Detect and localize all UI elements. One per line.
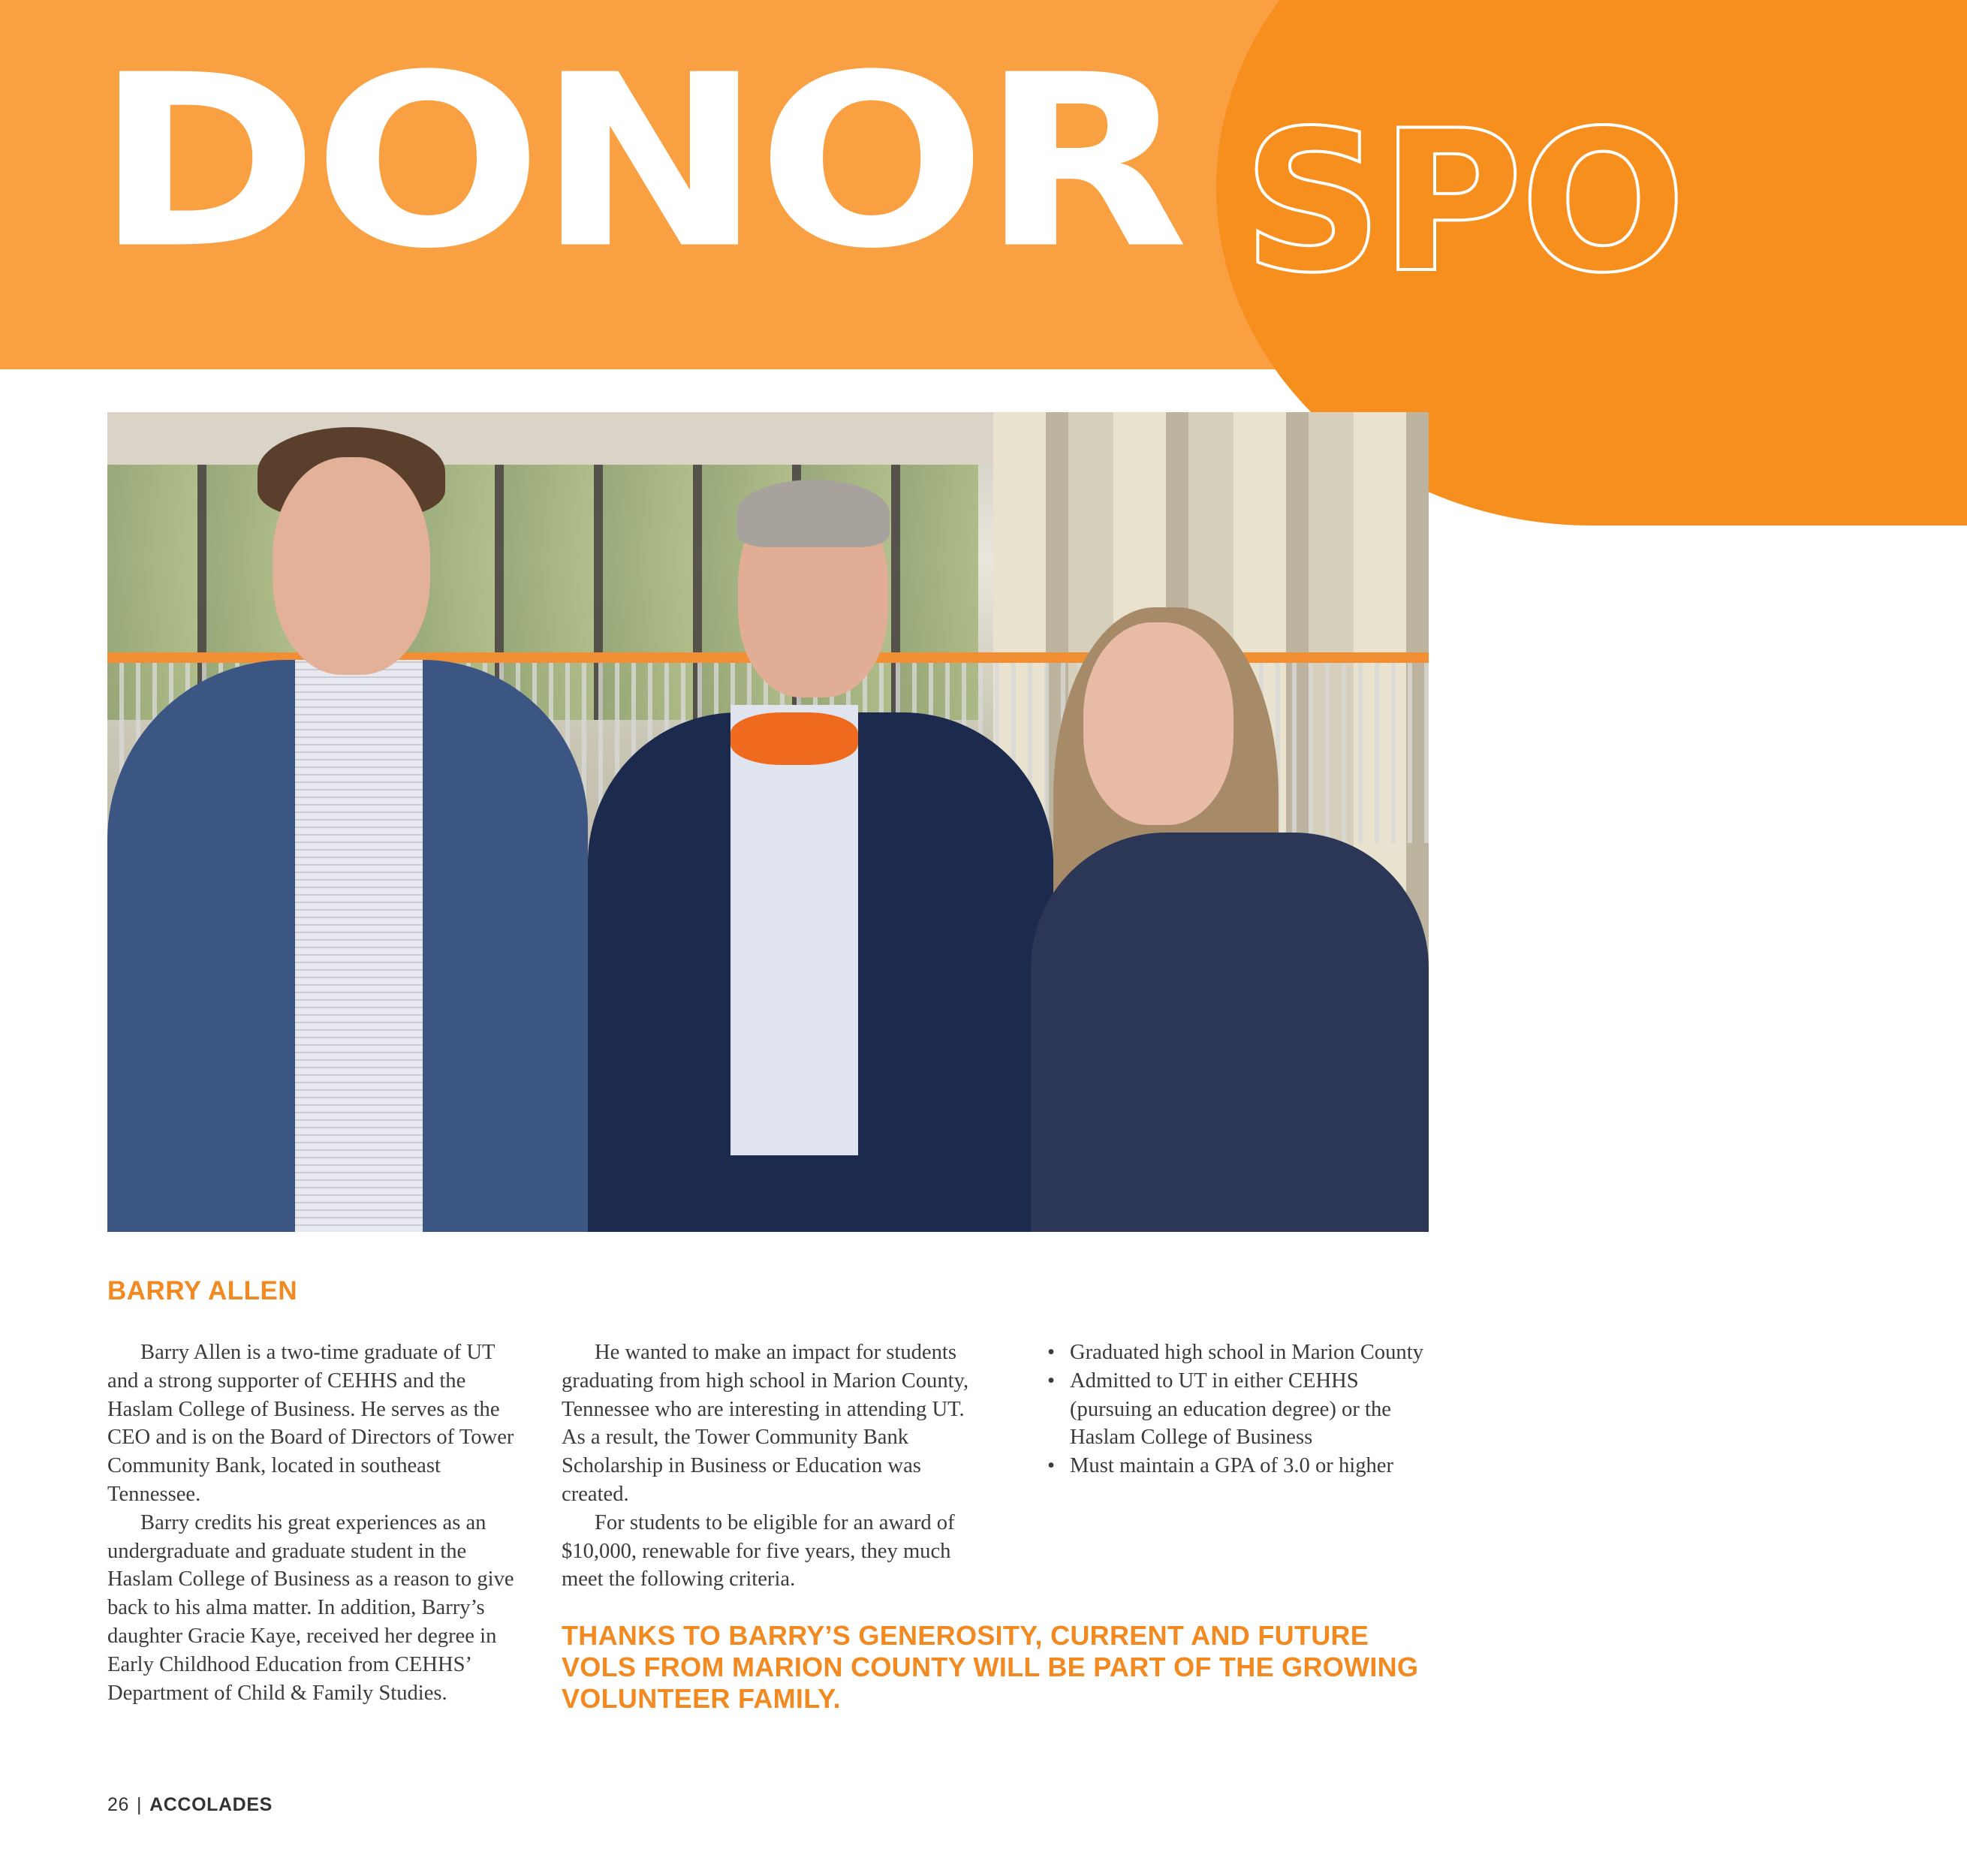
header-banner bbox=[0, 0, 1683, 369]
article-column-1 bbox=[107, 1338, 528, 1707]
footer-separator: | bbox=[137, 1794, 143, 1815]
criteria-list bbox=[1047, 1338, 1438, 1480]
paragraph: For students to be eligible for an award of $10,000, renewable for five years, they much meet the following criteria. bbox=[562, 1510, 955, 1591]
list-item: • Must maintain a GPA of 3.0 or higher bbox=[1047, 1452, 1438, 1480]
person-center-bowtie bbox=[730, 712, 858, 765]
page-number: 26 bbox=[107, 1794, 130, 1815]
paragraph: Barry credits his great experiences as an undergraduate and graduate student in the Haslam College of Business as a reason to give back to his alma matter. In addition, Barry’s daughter Gracie Kaye, received her degree in Early Childhood Education from CEHHS’ Department of Child & Family Studies. bbox=[107, 1510, 514, 1705]
list-item: • Admitted to UT in either CEHHS (pursuing an education degree) or the Haslam College of Business bbox=[1047, 1367, 1438, 1452]
pull-quote: THANKS TO BARRY’S GENEROSITY, CURRENT AND FUTURE VOLS FROM MARION COUNTY WILL BE PART OF THE GROWING VOLUNTEER FAMILY. bbox=[562, 1620, 1419, 1714]
article-column-2 bbox=[562, 1338, 982, 1594]
page-footer bbox=[107, 1794, 273, 1816]
page-title: DONOR bbox=[95, 23, 1183, 301]
person-right-head bbox=[1083, 622, 1234, 825]
person-right-body bbox=[1031, 833, 1429, 1232]
publication-name: ACCOLADES bbox=[149, 1794, 273, 1815]
page-title-outline: SPO bbox=[1243, 89, 1683, 316]
person-center-shirt bbox=[730, 705, 858, 1155]
person-left-head bbox=[273, 457, 430, 675]
paragraph: He wanted to make an impact for students graduating from high school in Marion County, Tennessee who are interesting in attending UT. As a result, the Tower Community Bank Scholarship in Business or Education was created. bbox=[562, 1341, 969, 1506]
person-center-hair bbox=[736, 480, 890, 547]
article-heading: BARRY ALLEN bbox=[107, 1276, 298, 1305]
list-item: • Graduated high school in Marion County bbox=[1047, 1338, 1438, 1367]
person-left-shirt bbox=[295, 660, 423, 1232]
donor-photo bbox=[107, 412, 1429, 1232]
paragraph: Barry Allen is a two-time graduate of UT and a strong supporter of CEHHS and the Haslam College of Business. He serves as the CEO and is on the Board of Directors of Tower Community Bank, located in southeast Tennessee. bbox=[107, 1341, 514, 1506]
